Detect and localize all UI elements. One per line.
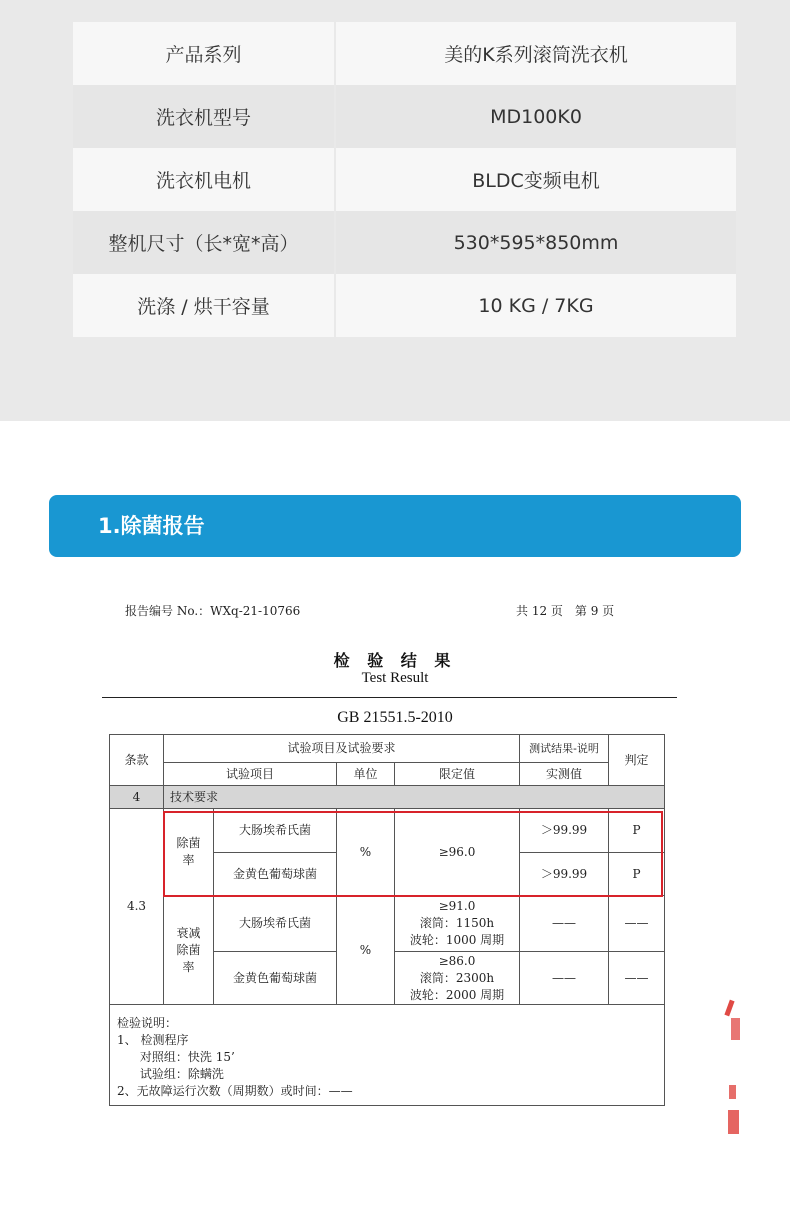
result-title-cn: 检 验 结 果 — [333, 651, 457, 670]
header-measured: 实测值 — [520, 763, 609, 786]
group1-item: 金黄色葡萄球菌 — [214, 853, 337, 896]
spec-value: MD100K0 — [335, 85, 736, 148]
group2-limit — [395, 896, 520, 952]
group1-measured: ＞99.99 — [520, 853, 609, 896]
group2-unit: % — [337, 896, 395, 1005]
spec-value: BLDC变频电机 — [335, 148, 736, 211]
stamp-fragment — [731, 1018, 740, 1040]
header-result-desc: 测试结果-说明 — [520, 735, 609, 763]
banner-title: 1.除菌报告 — [98, 514, 205, 538]
group2-item: 金黄色葡萄球菌 — [214, 952, 337, 1005]
limit-line: ≥86.0 — [438, 953, 476, 968]
header-clause: 条款 — [110, 735, 164, 786]
section-banner — [49, 495, 741, 557]
spec-label: 洗衣机电机 — [73, 148, 335, 211]
report-number: 报告编号 No.：WXq-21-10766 — [125, 604, 301, 618]
group2-verdict: —— — [609, 896, 665, 952]
limit-line: ≥91.0 — [438, 899, 476, 913]
limit-line: 波轮：1000 周期 — [409, 933, 505, 947]
spec-row — [73, 274, 736, 337]
group2-measured: —— — [520, 896, 609, 952]
page-count: 共 12 页 第 9 页 — [516, 604, 615, 618]
limit-line: 滚筒：2300h — [419, 970, 495, 985]
test-notes — [110, 1005, 665, 1106]
spec-section — [0, 0, 790, 421]
section-name: 技术要求 — [164, 786, 665, 809]
spec-value: 美的K系列滚筒洗衣机 — [335, 22, 736, 85]
group2-verdict: —— — [609, 952, 665, 1005]
group1-limit: ≥96.0 — [395, 809, 520, 896]
clause-cell: 4.3 — [110, 809, 164, 1005]
spec-label: 整机尺寸（长*宽*高） — [73, 211, 335, 274]
group1-verdict: P — [609, 853, 665, 896]
group2-item: 大肠埃希氏菌 — [214, 896, 337, 952]
group1-measured: ＞99.99 — [520, 809, 609, 853]
group1-item: 大肠埃希氏菌 — [214, 809, 337, 853]
group2-name: 衰减除菌率 — [164, 896, 214, 1005]
spec-row — [73, 211, 736, 274]
spec-table — [73, 22, 736, 337]
section-clause: 4 — [110, 786, 164, 809]
divider — [102, 697, 677, 698]
group1-name: 除菌率 — [164, 809, 214, 896]
spec-value: 530*595*850mm — [335, 211, 736, 274]
group1-unit: % — [337, 809, 395, 896]
spec-label: 洗涤 / 烘干容量 — [73, 274, 335, 337]
spec-row — [73, 148, 736, 211]
spec-label: 产品系列 — [73, 22, 335, 85]
note-line: 对照组：快洗 15’ — [117, 1050, 235, 1064]
spec-row — [73, 85, 736, 148]
result-title-en: Test Result — [361, 670, 429, 686]
stamp-fragment — [728, 1110, 739, 1134]
header-test-item: 试验项目 — [164, 763, 337, 786]
note-line: 检验说明： — [117, 1016, 178, 1030]
highlight-box — [163, 811, 663, 897]
header-row — [110, 735, 665, 763]
note-line: 1、 检测程序 — [117, 1033, 189, 1047]
group1-verdict: P — [609, 809, 665, 853]
header-row — [110, 763, 665, 786]
spec-label: 洗衣机型号 — [73, 85, 335, 148]
group2-measured: —— — [520, 952, 609, 1005]
notes-row — [110, 1005, 665, 1106]
limit-line: 滚筒：1150h — [419, 916, 495, 930]
stamp-fragment — [729, 1085, 736, 1099]
limit-line: 波轮：2000 周期 — [409, 987, 505, 1002]
header-verdict: 判定 — [609, 735, 665, 786]
standard-code: GB 21551.5-2010 — [337, 709, 453, 726]
header-limit: 限定值 — [395, 763, 520, 786]
header-items-reqs: 试验项目及试验要求 — [164, 735, 520, 763]
note-line: 试验组：除螨洗 — [117, 1067, 224, 1081]
note-line: 2、无故障运行次数（周期数）或时间：—— — [117, 1084, 353, 1098]
result-table — [109, 734, 665, 1106]
group2-limit — [395, 952, 520, 1005]
stamp-fragment — [724, 1000, 734, 1017]
section-row — [110, 786, 665, 809]
header-unit: 单位 — [337, 763, 395, 786]
spec-row — [73, 22, 736, 85]
spec-value: 10 KG / 7KG — [335, 274, 736, 337]
table-row — [110, 896, 665, 952]
